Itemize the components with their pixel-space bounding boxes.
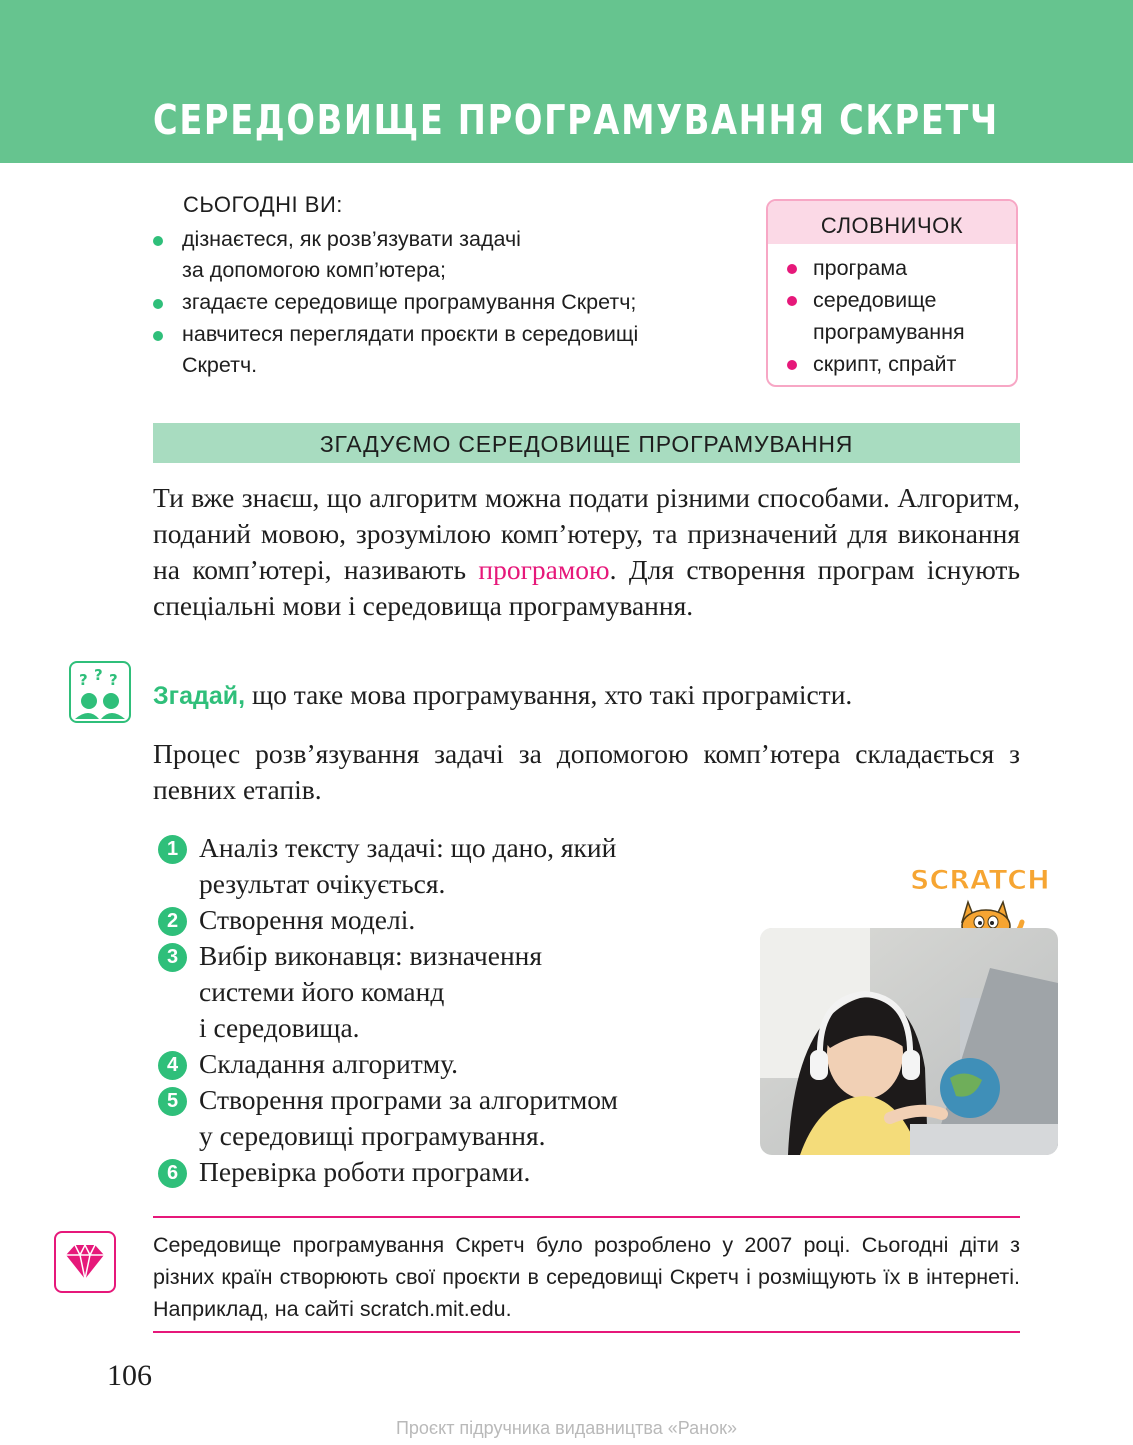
- step-item: [158, 830, 758, 902]
- glossary-list: [768, 244, 1016, 380]
- svg-text:?: ?: [109, 671, 118, 689]
- step-line: Вибір виконавця: визначення: [199, 940, 543, 971]
- step-number: 1: [158, 835, 187, 864]
- page-title: СЕРЕДОВИЩЕ ПРОГРАМУВАННЯ СКРЕТЧ: [153, 96, 999, 144]
- step-item: [158, 1154, 758, 1190]
- glossary-item: [768, 284, 1016, 348]
- glossary-item: [768, 348, 1016, 380]
- step-line: Створення моделі.: [199, 904, 416, 935]
- scratch-logo-text: SCRATCH: [910, 865, 1050, 896]
- section-heading: ЗГАДУЄМО СЕРЕДОВИЩЕ ПРОГРАМУВАННЯ: [153, 423, 1020, 463]
- step-line: результат очікується.: [199, 868, 446, 899]
- svg-text:?: ?: [79, 671, 88, 689]
- step-item: [158, 938, 758, 1046]
- step-number: 2: [158, 907, 187, 936]
- gem-icon: [56, 1233, 114, 1291]
- bullet-icon: [787, 264, 797, 274]
- intro-text: Ти вже знаєш, що алгоритм можна подати різними способами. Алгоритм, поданий мовою, зрозумілою комп’ютеру, та призначений для виконання на комп’ютері, називають: [153, 482, 1020, 585]
- goal-item: [153, 224, 733, 286]
- term-highlight: програмою: [478, 554, 610, 585]
- goal-list: [153, 224, 733, 381]
- process-paragraph: Процес розв’язування задачі за допомогою комп’ютера складається з певних етапів.: [153, 738, 1020, 805]
- glossary-term: середовище: [813, 288, 937, 312]
- step-line: Перевірка роботи програми.: [199, 1156, 531, 1187]
- step-item: [158, 1082, 758, 1154]
- glossary-term: програма: [813, 256, 908, 280]
- goal-line: згадаєте середовище програмування Скретч;: [182, 290, 637, 314]
- bullet-icon: [153, 331, 163, 341]
- gem-icon: [54, 1231, 116, 1293]
- glossary-title: СЛОВНИЧОК: [768, 201, 1016, 244]
- divider-top: [153, 1216, 1020, 1218]
- goal-item: [153, 287, 733, 318]
- goal-line: навчитеся переглядати проєкти в середовищі: [182, 322, 639, 346]
- step-line: Аналіз тексту задачі: що дано, який: [199, 832, 617, 863]
- goals-heading: СЬОГОДНІ ВИ:: [183, 192, 343, 217]
- glossary-box: [766, 199, 1018, 387]
- photo-illustration: [760, 928, 1058, 1155]
- step-line: системи його команд: [199, 976, 445, 1007]
- svg-text:?: ?: [94, 666, 103, 684]
- step-line: Складання алгоритму.: [199, 1048, 459, 1079]
- thinking-kids-icon: [71, 663, 129, 721]
- remember-prompt: [153, 677, 852, 714]
- glossary-item: [768, 252, 1016, 284]
- goal-line: дізнаєтеся, як розв’язувати задачі: [182, 227, 521, 251]
- step-item: [158, 902, 758, 938]
- step-number: 6: [158, 1159, 187, 1188]
- divider-bottom: [153, 1331, 1020, 1333]
- remember-text: що таке мова програмування, хто такі програмісти.: [245, 679, 853, 710]
- glossary-term: скрипт, спрайт: [813, 352, 957, 376]
- page-number: 106: [107, 1359, 152, 1392]
- step-number: 4: [158, 1051, 187, 1080]
- goal-line: за допомогою комп’ютера;: [182, 258, 446, 282]
- goal-item: [153, 319, 733, 381]
- intro-text: . Для створення програм існують спеціальні мови і середовища програмування.: [153, 554, 1020, 621]
- remember-keyword: Згадай,: [153, 682, 246, 710]
- thinking-kids-icon: [69, 661, 131, 723]
- step-number: 5: [158, 1087, 187, 1116]
- glossary-term: програмування: [813, 320, 965, 344]
- step-number: 3: [158, 943, 187, 972]
- bullet-icon: [153, 236, 163, 246]
- footer-note: Проєкт підручника видавництва «Ранок»: [395, 1418, 738, 1438]
- steps-list: [158, 830, 758, 1190]
- step-item: [158, 1046, 758, 1082]
- step-line: Створення програми за алгоритмом: [199, 1084, 618, 1115]
- step-line: у середовищі програмування.: [199, 1120, 546, 1151]
- child-at-laptop-photo: [760, 928, 1058, 1155]
- bullet-icon: [153, 299, 163, 309]
- bullet-icon: [787, 360, 797, 370]
- goal-line: Скретч.: [182, 353, 258, 377]
- step-line: і середовища.: [199, 1012, 360, 1043]
- fact-paragraph: Середовище програмування Скретч було розроблено у 2007 році. Сьогодні діти з різних країн створюють свої проєкти в середовищі Скретч і розміщують їх в інтернеті. Наприклад, на сайті scratch.mit.edu.: [153, 1233, 1020, 1321]
- bullet-icon: [787, 296, 797, 306]
- goals-block: [153, 192, 733, 382]
- intro-paragraph: [153, 480, 1020, 624]
